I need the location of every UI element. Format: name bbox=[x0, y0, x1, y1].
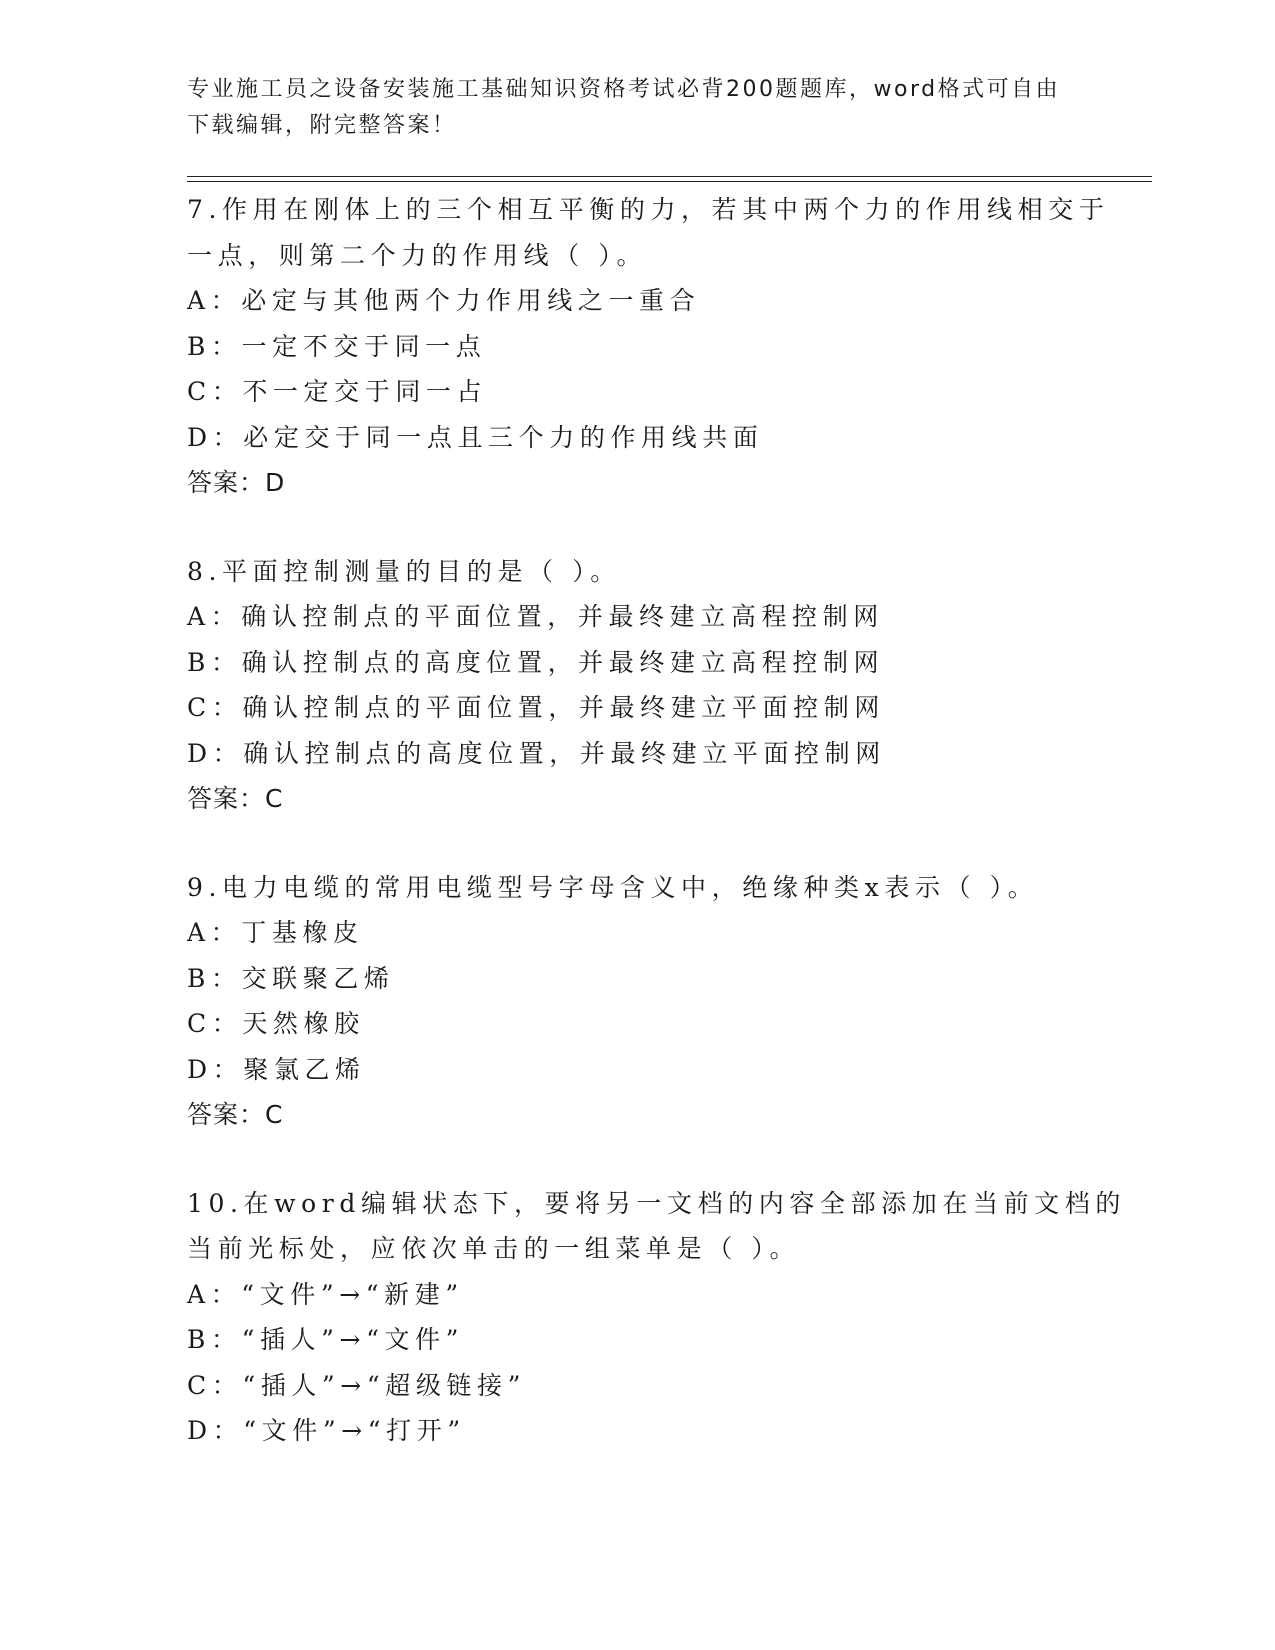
question-item bbox=[187, 865, 1147, 1138]
option-d: D：聚氯乙烯 bbox=[187, 1054, 366, 1084]
option-c: C：天然橡胶 bbox=[187, 1009, 365, 1038]
question-stem: 一点，则第二个力的作用线（ ）。 bbox=[187, 240, 648, 270]
option-c: C：“插人”→“超级链接” bbox=[187, 1370, 526, 1400]
option-a: A：“文件”→“新建” bbox=[187, 1279, 464, 1309]
option-d: D：确认控制点的高度位置，并最终建立平面控制网 bbox=[187, 738, 886, 768]
header-divider-top bbox=[187, 176, 1152, 177]
option-d: D：“文件”→“打开” bbox=[187, 1416, 466, 1445]
question-item bbox=[187, 1181, 1147, 1454]
option-a: A：确认控制点的平面位置，并最终建立高程控制网 bbox=[187, 602, 884, 631]
option-c: C：确认控制点的平面位置，并最终建立平面控制网 bbox=[187, 693, 885, 722]
option-b: B：确认控制点的高度位置，并最终建立高程控制网 bbox=[187, 647, 885, 677]
option-a: A：丁基橡皮 bbox=[187, 918, 364, 947]
question-stem: 10.在word编辑状态下，要将另一文档的内容全部添加在当前文档的 bbox=[187, 1188, 1126, 1218]
answer-line: 答案：D bbox=[187, 468, 286, 497]
question-item bbox=[187, 549, 1147, 822]
document-header bbox=[187, 72, 1067, 144]
option-b: B：交联聚乙烯 bbox=[187, 963, 395, 993]
answer-line: 答案：C bbox=[187, 784, 284, 813]
header-divider-bottom bbox=[187, 181, 1152, 182]
question-stem: 9.电力电缆的常用电缆型号字母含义中，绝缘种类x表示（ ）。 bbox=[187, 872, 1039, 902]
question-stem: 7.作用在刚体上的三个相互平衡的力，若其中两个力的作用线相交于 bbox=[187, 195, 1110, 224]
answer-line: 答案：C bbox=[187, 1100, 284, 1129]
question-stem: 当前光标处，应依次单击的一组菜单是（ ）。 bbox=[187, 1234, 801, 1263]
question-list bbox=[187, 187, 1147, 1497]
option-b: B：“插人”→“文件” bbox=[187, 1325, 465, 1354]
question-stem: 8.平面控制测量的目的是（ ）。 bbox=[187, 556, 621, 586]
option-b: B：一定不交于同一点 bbox=[187, 331, 487, 361]
header-line-1: 专业施工员之设备安装施工基础知识资格考试必背200题题库，word格式可自由 bbox=[187, 77, 1061, 102]
option-a: A：必定与其他两个力作用线之一重合 bbox=[187, 286, 701, 315]
option-c: C：不一定交于同一占 bbox=[187, 377, 488, 406]
header-line-2: 下载编辑，附完整答案！ bbox=[187, 113, 457, 138]
option-d: D：必定交于同一点且三个力的作用线共面 bbox=[187, 422, 764, 452]
question-item bbox=[187, 187, 1147, 506]
